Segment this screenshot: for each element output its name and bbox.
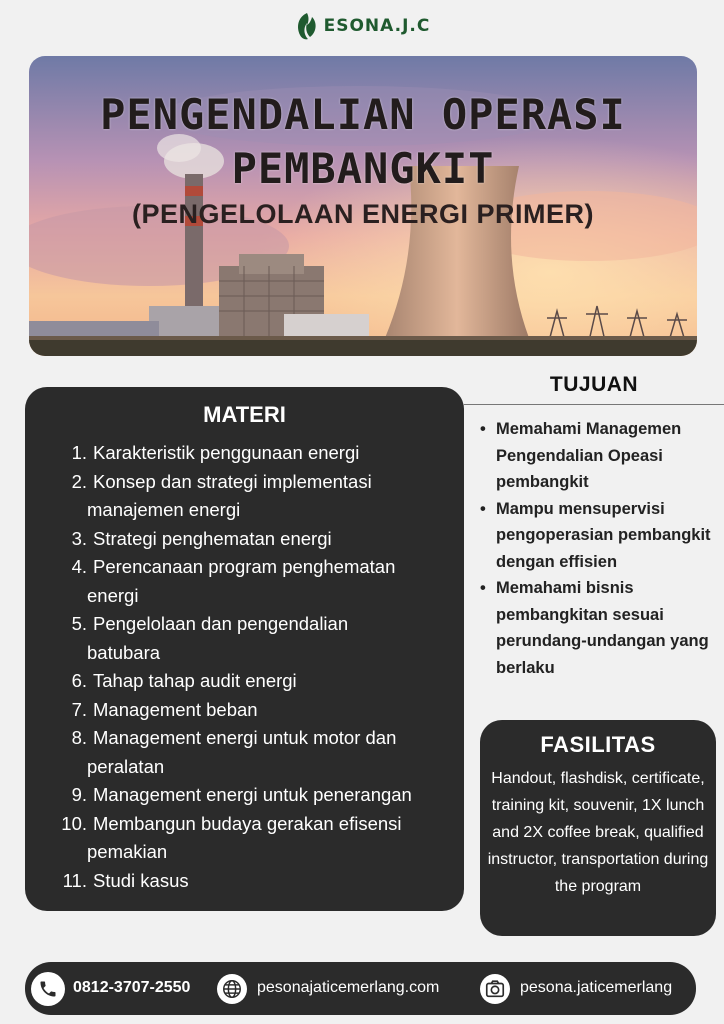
materi-item-line2: peralatan bbox=[87, 755, 165, 777]
materi-item-number: 2. bbox=[71, 470, 87, 492]
materi-item-number: 5. bbox=[71, 613, 87, 634]
hero-title-line1: PENGENDALIAN OPERASI bbox=[100, 90, 626, 139]
materi-item-text bbox=[87, 553, 454, 610]
tujuan-item: • Memahami bisnis pembangkitan sesuai perundang-undangan yang berlaku bbox=[478, 575, 718, 681]
materi-item-number: 11. bbox=[62, 869, 87, 891]
materi-item-line2: energi bbox=[87, 584, 139, 606]
logo-text: ESONA.J.C bbox=[323, 16, 431, 36]
materi-item-number: 7. bbox=[71, 698, 87, 720]
materi-item-line1: Perencanaan program penghematan bbox=[93, 556, 396, 577]
phone-icon[interactable] bbox=[31, 972, 65, 1006]
materi-item-line1: Management beban bbox=[93, 698, 258, 720]
materi-item-number: 1. bbox=[71, 442, 87, 463]
materi-item-text bbox=[87, 810, 454, 867]
materi-item-line1: Membangun budaya gerakan efisensi bbox=[93, 812, 402, 834]
materi-item-line1: Studi kasus bbox=[93, 869, 189, 891]
materi-item-line1: Karakteristik penggunaan energi bbox=[93, 442, 360, 463]
website-link[interactable]: pesonajaticemerlang.com bbox=[257, 979, 440, 996]
materi-item-text bbox=[93, 525, 454, 554]
camera-icon[interactable] bbox=[480, 974, 510, 1004]
tujuan-list bbox=[478, 416, 718, 681]
fasilitas-panel bbox=[480, 720, 716, 936]
tujuan-item: • Mampu mensupervisi pengoperasian pembangkit dengan effisien bbox=[478, 496, 718, 576]
hero-title-line2: PEMBANGKIT bbox=[231, 144, 495, 193]
materi-item bbox=[49, 525, 454, 554]
materi-item bbox=[49, 724, 454, 781]
instagram-handle[interactable]: pesona.jaticemerlang bbox=[520, 979, 673, 996]
materi-item-text bbox=[93, 667, 454, 696]
materi-item-line1: Management energi untuk motor dan bbox=[93, 727, 397, 748]
materi-panel bbox=[25, 387, 464, 911]
globe-icon[interactable] bbox=[217, 974, 247, 1004]
materi-item bbox=[49, 553, 454, 610]
materi-item-text bbox=[93, 781, 454, 810]
materi-item bbox=[49, 781, 454, 810]
materi-item-line1: Tahap tahap audit energi bbox=[93, 670, 297, 691]
materi-item-text bbox=[93, 867, 454, 896]
materi-item-line2: manajemen energi bbox=[87, 499, 241, 520]
materi-item bbox=[49, 468, 454, 525]
materi-item bbox=[49, 867, 454, 896]
materi-item-number: 8. bbox=[71, 727, 87, 748]
materi-item-line1: Pengelolaan dan pengendalian bbox=[93, 613, 349, 634]
materi-item-line1: Strategi penghematan energi bbox=[93, 527, 332, 549]
materi-item-line1: Konsep dan strategi implementasi bbox=[93, 470, 372, 492]
materi-title: MATERI bbox=[203, 402, 286, 427]
materi-item-text bbox=[93, 696, 454, 725]
materi-item-line2: pemakian bbox=[87, 841, 168, 862]
hero-subtitle: (PENGELOLAAN ENERGI PRIMER) bbox=[131, 199, 595, 229]
materi-item-number: 4. bbox=[71, 556, 87, 577]
tujuan-divider bbox=[464, 404, 724, 405]
materi-item-text bbox=[87, 610, 454, 667]
materi-item bbox=[49, 439, 454, 468]
materi-item-number: 9. bbox=[71, 784, 87, 805]
contact-footer bbox=[25, 962, 696, 1015]
materi-item bbox=[49, 667, 454, 696]
materi-item bbox=[49, 696, 454, 725]
materi-item-text bbox=[87, 724, 454, 781]
materi-item-line2: batubara bbox=[87, 641, 161, 663]
materi-list bbox=[49, 439, 454, 895]
brand-logo bbox=[0, 8, 724, 44]
materi-item bbox=[49, 810, 454, 867]
materi-item-number: 10. bbox=[61, 812, 87, 834]
materi-item-line1: Management energi untuk penerangan bbox=[93, 784, 412, 805]
materi-item-text bbox=[87, 468, 454, 525]
materi-item-number: 3. bbox=[71, 527, 87, 549]
tujuan-item: • Memahami Managemen Pengendalian Opeasi pembangkit bbox=[478, 416, 718, 496]
materi-item-number: 6. bbox=[71, 670, 87, 691]
hero-banner bbox=[29, 56, 697, 356]
fasilitas-text: Handout, flashdisk, certificate, training kit, souvenir, 1X lunch and 2X coffee break, qualified instructor, transportation during the program bbox=[487, 770, 709, 895]
phone-number[interactable]: 0812-3707-2550 bbox=[73, 979, 191, 996]
leaf-logo-icon bbox=[294, 11, 320, 41]
materi-item bbox=[49, 610, 454, 667]
tujuan-title: TUJUAN bbox=[549, 373, 639, 396]
materi-item-text bbox=[93, 439, 454, 468]
fasilitas-title: FASILITAS bbox=[540, 732, 656, 757]
